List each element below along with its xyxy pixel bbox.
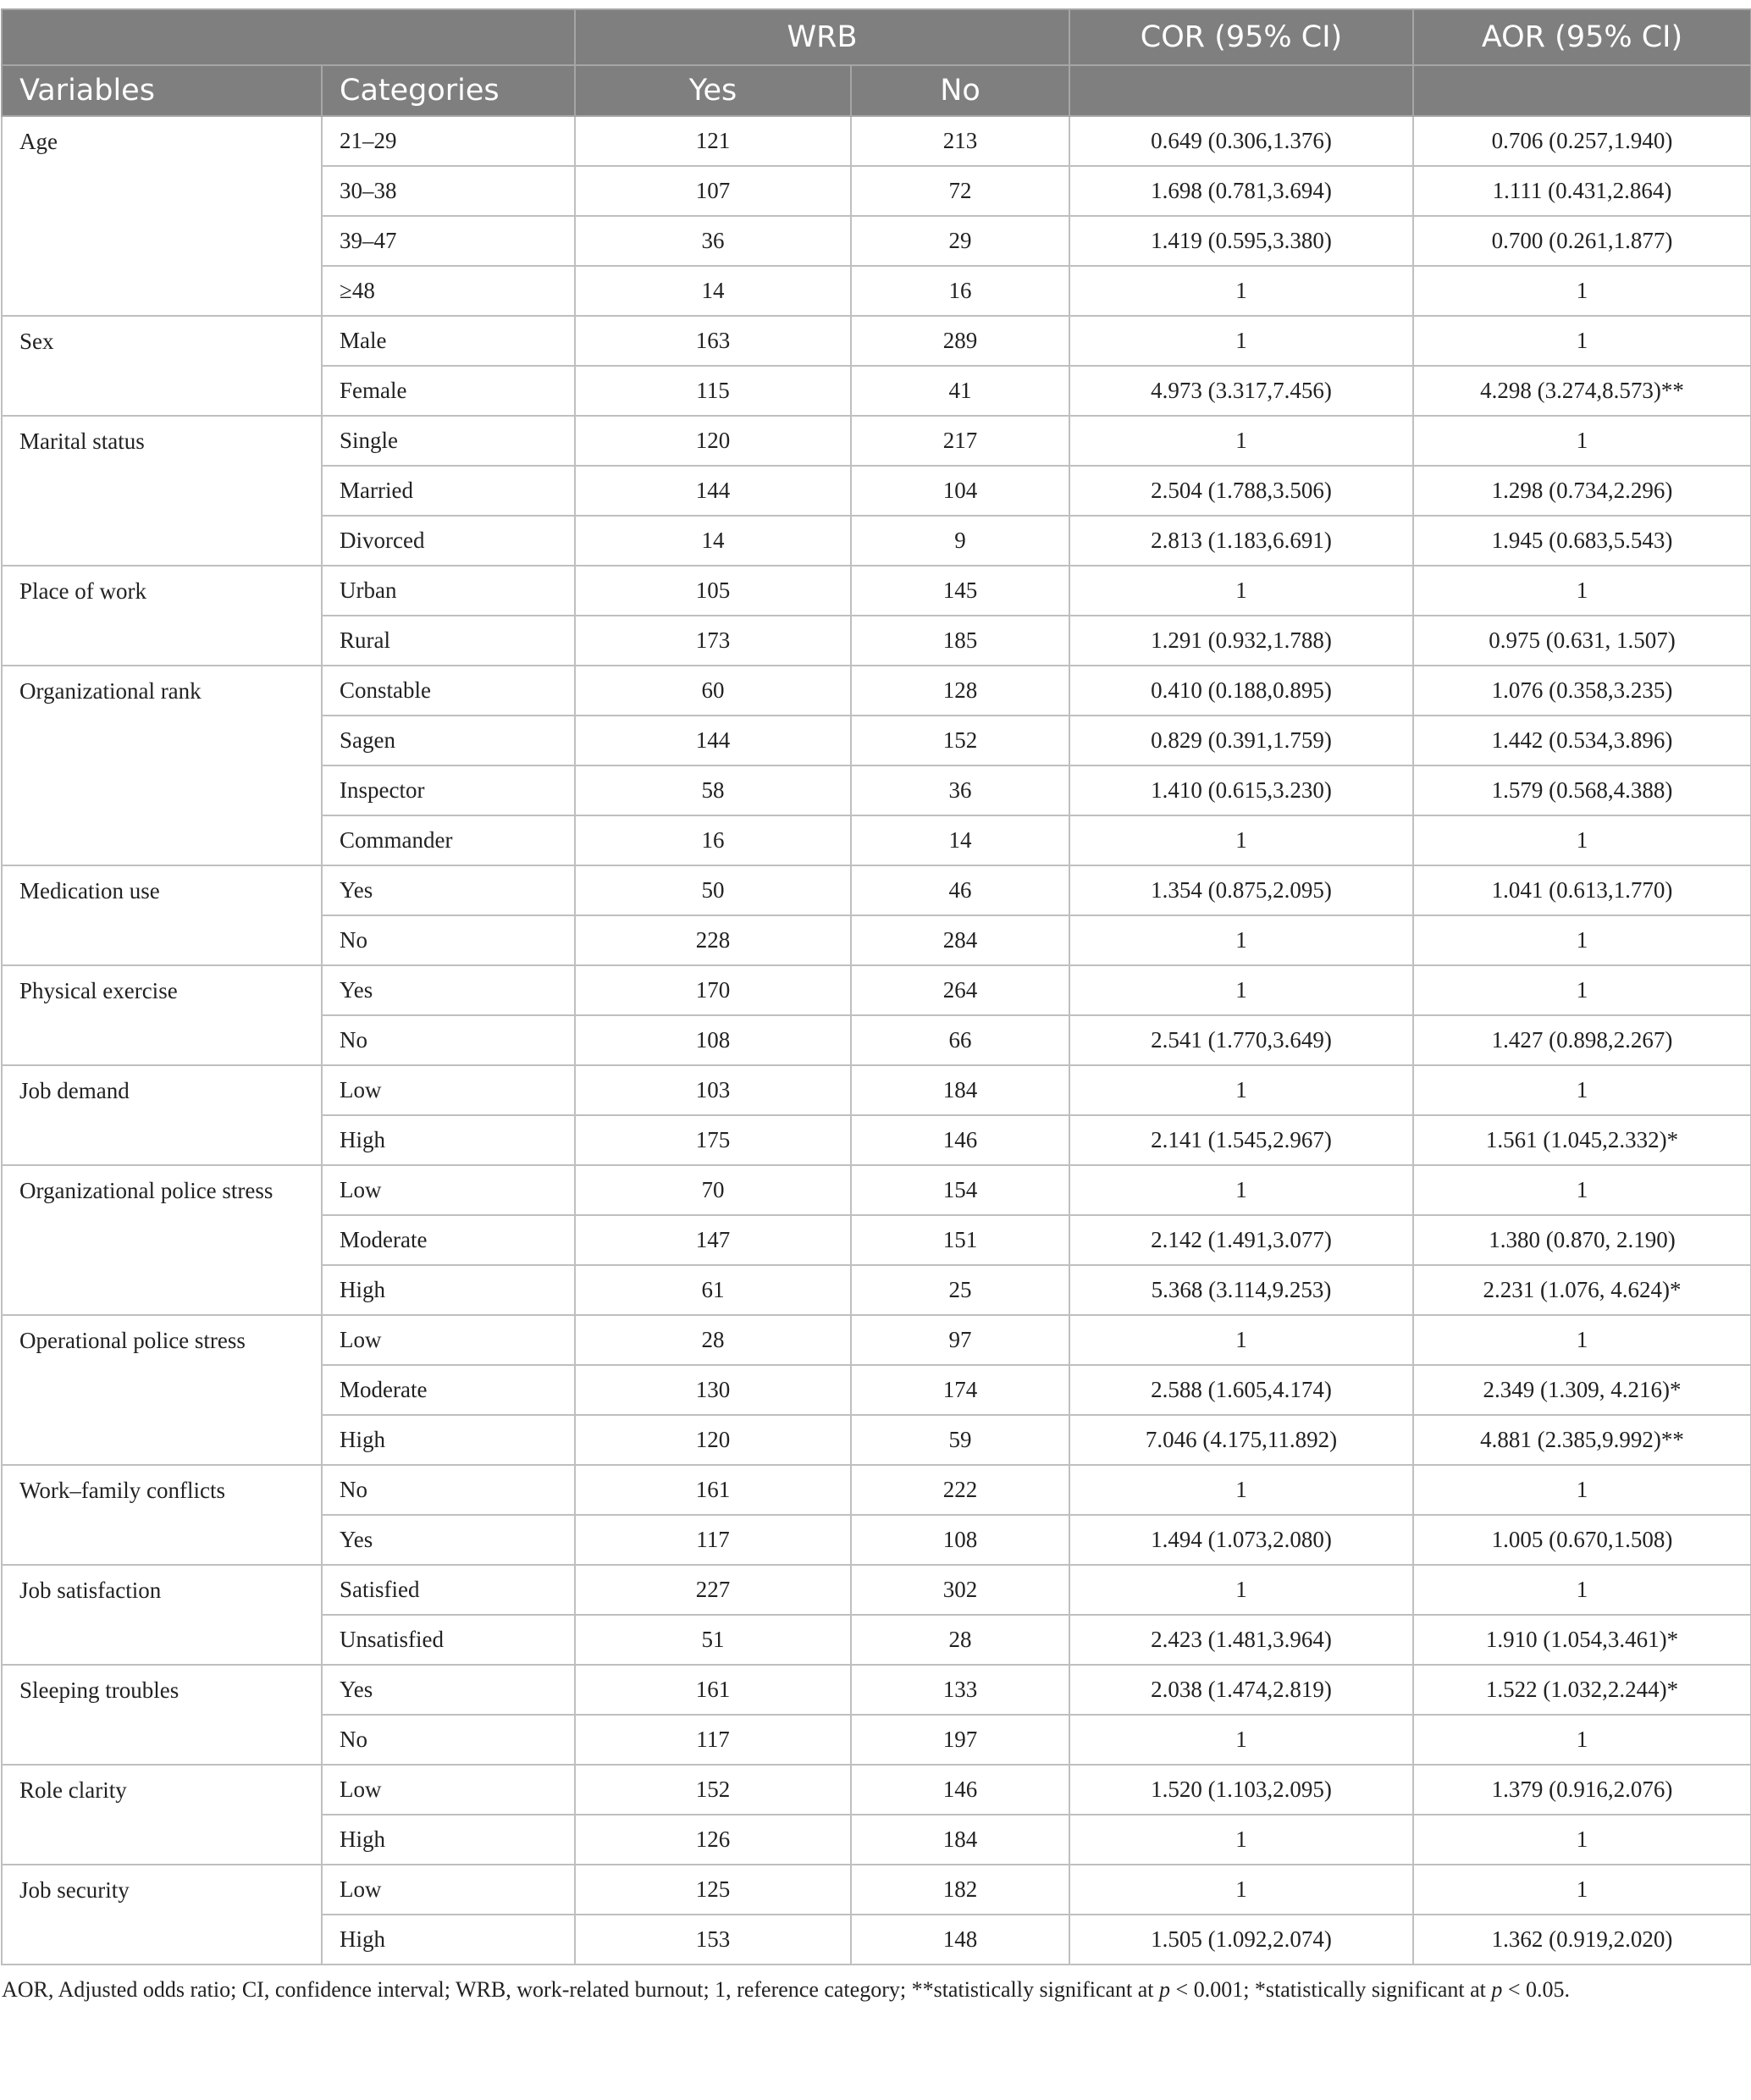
aor-cell: 1.561 (1.045,2.332)* <box>1413 1115 1751 1165</box>
wrb-no-cell: 152 <box>851 716 1069 765</box>
wrb-no-cell: 16 <box>851 266 1069 316</box>
footnote-part2: < 0.001; *statistically significant at <box>1170 1977 1492 2002</box>
aor-cell: 1.041 (0.613,1.770) <box>1413 865 1751 915</box>
cor-cell: 1 <box>1069 815 1413 865</box>
cor-cell: 1 <box>1069 416 1413 466</box>
wrb-no-cell: 128 <box>851 666 1069 716</box>
header-yes: Yes <box>575 65 851 116</box>
wrb-yes-cell: 108 <box>575 1015 851 1065</box>
cor-cell: 2.541 (1.770,3.649) <box>1069 1015 1413 1065</box>
wrb-yes-cell: 120 <box>575 416 851 466</box>
aor-cell: 1.945 (0.683,5.543) <box>1413 516 1751 566</box>
header-no: No <box>851 65 1069 116</box>
wrb-no-cell: 25 <box>851 1265 1069 1315</box>
wrb-no-cell: 29 <box>851 216 1069 266</box>
variable-cell: Organizational police stress <box>2 1165 322 1315</box>
aor-cell: 1.579 (0.568,4.388) <box>1413 765 1751 815</box>
wrb-no-cell: 145 <box>851 566 1069 616</box>
aor-cell: 1.442 (0.534,3.896) <box>1413 716 1751 765</box>
variable-cell: Medication use <box>2 865 322 965</box>
category-cell: Constable <box>322 666 575 716</box>
cor-cell: 1 <box>1069 1065 1413 1115</box>
wrb-no-cell: 302 <box>851 1565 1069 1615</box>
aor-cell: 1.005 (0.670,1.508) <box>1413 1515 1751 1565</box>
wrb-yes-cell: 105 <box>575 566 851 616</box>
cor-cell: 1 <box>1069 266 1413 316</box>
cor-cell: 1 <box>1069 316 1413 366</box>
wrb-no-cell: 264 <box>851 965 1069 1015</box>
wrb-yes-cell: 120 <box>575 1415 851 1465</box>
cor-cell: 1.494 (1.073,2.080) <box>1069 1515 1413 1565</box>
footnote-p1: p <box>1159 1977 1171 2002</box>
wrb-no-cell: 284 <box>851 915 1069 965</box>
wrb-no-cell: 104 <box>851 466 1069 516</box>
aor-cell: 1 <box>1413 1565 1751 1615</box>
category-cell: 21–29 <box>322 116 575 166</box>
category-cell: Yes <box>322 865 575 915</box>
footnote-p2: p <box>1491 1977 1503 2002</box>
category-cell: 39–47 <box>322 216 575 266</box>
header-aor-blank <box>1413 65 1751 116</box>
table-container <box>0 8 1751 2003</box>
cor-cell: 2.141 (1.545,2.967) <box>1069 1115 1413 1165</box>
cor-cell: 1 <box>1069 1565 1413 1615</box>
category-cell: No <box>322 1715 575 1765</box>
wrb-no-cell: 41 <box>851 366 1069 416</box>
table-row <box>2 965 1751 1015</box>
cor-cell: 1 <box>1069 1165 1413 1215</box>
table-row <box>2 1665 1751 1715</box>
header-aor: AOR (95% CI) <box>1413 9 1751 65</box>
wrb-no-cell: 36 <box>851 765 1069 815</box>
cor-cell: 5.368 (3.114,9.253) <box>1069 1265 1413 1315</box>
variable-cell: Age <box>2 116 322 316</box>
category-cell: Low <box>322 1165 575 1215</box>
aor-cell: 1 <box>1413 1465 1751 1515</box>
category-cell: Low <box>322 1065 575 1115</box>
aor-cell: 1.427 (0.898,2.267) <box>1413 1015 1751 1065</box>
aor-cell: 1 <box>1413 316 1751 366</box>
wrb-no-cell: 217 <box>851 416 1069 466</box>
aor-cell: 2.231 (1.076, 4.624)* <box>1413 1265 1751 1315</box>
wrb-yes-cell: 161 <box>575 1665 851 1715</box>
category-cell: 30–38 <box>322 166 575 216</box>
table-row <box>2 1465 1751 1515</box>
wrb-no-cell: 185 <box>851 616 1069 666</box>
wrb-no-cell: 182 <box>851 1865 1069 1915</box>
header-categories: Categories <box>322 65 575 116</box>
results-table <box>1 8 1751 1965</box>
cor-cell: 1 <box>1069 1815 1413 1865</box>
category-cell: Unsatisfied <box>322 1615 575 1665</box>
cor-cell: 1.505 (1.092,2.074) <box>1069 1915 1413 1965</box>
table-row <box>2 1165 1751 1215</box>
wrb-no-cell: 151 <box>851 1215 1069 1265</box>
category-cell: No <box>322 1015 575 1065</box>
aor-cell: 1 <box>1413 1315 1751 1365</box>
cor-cell: 2.423 (1.481,3.964) <box>1069 1615 1413 1665</box>
category-cell: Married <box>322 466 575 516</box>
wrb-no-cell: 213 <box>851 116 1069 166</box>
wrb-yes-cell: 107 <box>575 166 851 216</box>
category-cell: Yes <box>322 1515 575 1565</box>
variable-cell: Marital status <box>2 416 322 566</box>
header-blank <box>2 9 575 65</box>
table-row <box>2 1065 1751 1115</box>
aor-cell: 4.298 (3.274,8.573)** <box>1413 366 1751 416</box>
category-cell: ≥48 <box>322 266 575 316</box>
wrb-no-cell: 146 <box>851 1115 1069 1165</box>
cor-cell: 1.520 (1.103,2.095) <box>1069 1765 1413 1815</box>
wrb-yes-cell: 153 <box>575 1915 851 1965</box>
cor-cell: 1.354 (0.875,2.095) <box>1069 865 1413 915</box>
wrb-yes-cell: 121 <box>575 116 851 166</box>
wrb-no-cell: 133 <box>851 1665 1069 1715</box>
table-footnote <box>2 1977 1751 2003</box>
aor-cell: 1.910 (1.054,3.461)* <box>1413 1615 1751 1665</box>
category-cell: Low <box>322 1765 575 1815</box>
table-row <box>2 865 1751 915</box>
table-row <box>2 416 1751 466</box>
variable-cell: Job satisfaction <box>2 1565 322 1665</box>
wrb-no-cell: 72 <box>851 166 1069 216</box>
wrb-yes-cell: 61 <box>575 1265 851 1315</box>
category-cell: Male <box>322 316 575 366</box>
table-row <box>2 1765 1751 1815</box>
wrb-yes-cell: 227 <box>575 1565 851 1615</box>
cor-cell: 0.649 (0.306,1.376) <box>1069 116 1413 166</box>
category-cell: Satisfied <box>322 1565 575 1615</box>
cor-cell: 0.829 (0.391,1.759) <box>1069 716 1413 765</box>
aor-cell: 0.700 (0.261,1.877) <box>1413 216 1751 266</box>
header-wrb: WRB <box>575 9 1069 65</box>
variable-cell: Sex <box>2 316 322 416</box>
category-cell: Divorced <box>322 516 575 566</box>
header-cor: COR (95% CI) <box>1069 9 1413 65</box>
category-cell: Commander <box>322 815 575 865</box>
aor-cell: 1 <box>1413 566 1751 616</box>
wrb-no-cell: 289 <box>851 316 1069 366</box>
category-cell: High <box>322 1415 575 1465</box>
table-header <box>2 9 1751 116</box>
category-cell: Single <box>322 416 575 466</box>
wrb-yes-cell: 50 <box>575 865 851 915</box>
wrb-no-cell: 14 <box>851 815 1069 865</box>
wrb-yes-cell: 228 <box>575 915 851 965</box>
variable-cell: Organizational rank <box>2 666 322 865</box>
variable-cell: Physical exercise <box>2 965 322 1065</box>
table-row <box>2 566 1751 616</box>
cor-cell: 1.410 (0.615,3.230) <box>1069 765 1413 815</box>
cor-cell: 1 <box>1069 1715 1413 1765</box>
aor-cell: 1 <box>1413 815 1751 865</box>
aor-cell: 1 <box>1413 1165 1751 1215</box>
cor-cell: 1 <box>1069 965 1413 1015</box>
category-cell: Yes <box>322 1665 575 1715</box>
cor-cell: 0.410 (0.188,0.895) <box>1069 666 1413 716</box>
category-cell: Low <box>322 1315 575 1365</box>
table-row <box>2 1865 1751 1915</box>
aor-cell: 1 <box>1413 1065 1751 1115</box>
wrb-no-cell: 66 <box>851 1015 1069 1065</box>
wrb-no-cell: 222 <box>851 1465 1069 1515</box>
variable-cell: Operational police stress <box>2 1315 322 1465</box>
category-cell: High <box>322 1265 575 1315</box>
aor-cell: 1 <box>1413 1865 1751 1915</box>
wrb-no-cell: 59 <box>851 1415 1069 1465</box>
wrb-no-cell: 154 <box>851 1165 1069 1215</box>
wrb-no-cell: 108 <box>851 1515 1069 1565</box>
cor-cell: 1.698 (0.781,3.694) <box>1069 166 1413 216</box>
category-cell: Low <box>322 1865 575 1915</box>
cor-cell: 1 <box>1069 1315 1413 1365</box>
wrb-yes-cell: 126 <box>575 1815 851 1865</box>
wrb-yes-cell: 130 <box>575 1365 851 1415</box>
wrb-yes-cell: 14 <box>575 516 851 566</box>
cor-cell: 7.046 (4.175,11.892) <box>1069 1415 1413 1465</box>
aor-cell: 1.379 (0.916,2.076) <box>1413 1765 1751 1815</box>
category-cell: Inspector <box>322 765 575 815</box>
aor-cell: 1 <box>1413 965 1751 1015</box>
wrb-no-cell: 28 <box>851 1615 1069 1665</box>
wrb-yes-cell: 147 <box>575 1215 851 1265</box>
header-variables: Variables <box>2 65 322 116</box>
aor-cell: 1.298 (0.734,2.296) <box>1413 466 1751 516</box>
wrb-yes-cell: 70 <box>575 1165 851 1215</box>
footnote-part1: AOR, Adjusted odds ratio; CI, confidence interval; WRB, work-related burnout; 1, reference category; **statistically significant at <box>2 1977 1160 2002</box>
aor-cell: 4.881 (2.385,9.992)** <box>1413 1415 1751 1465</box>
wrb-yes-cell: 144 <box>575 716 851 765</box>
table-body <box>2 116 1751 1965</box>
wrb-yes-cell: 117 <box>575 1515 851 1565</box>
wrb-yes-cell: 103 <box>575 1065 851 1115</box>
variable-cell: Place of work <box>2 566 322 666</box>
cor-cell: 2.588 (1.605,4.174) <box>1069 1365 1413 1415</box>
cor-cell: 1 <box>1069 1465 1413 1515</box>
table-row <box>2 316 1751 366</box>
variable-cell: Work–family conflicts <box>2 1465 322 1565</box>
category-cell: Female <box>322 366 575 416</box>
wrb-yes-cell: 115 <box>575 366 851 416</box>
table-row <box>2 116 1751 166</box>
wrb-yes-cell: 117 <box>575 1715 851 1765</box>
wrb-yes-cell: 173 <box>575 616 851 666</box>
wrb-yes-cell: 175 <box>575 1115 851 1165</box>
wrb-yes-cell: 58 <box>575 765 851 815</box>
wrb-yes-cell: 60 <box>575 666 851 716</box>
aor-cell: 1 <box>1413 1715 1751 1765</box>
category-cell: Moderate <box>322 1215 575 1265</box>
wrb-yes-cell: 16 <box>575 815 851 865</box>
variable-cell: Job security <box>2 1865 322 1965</box>
aor-cell: 1.111 (0.431,2.864) <box>1413 166 1751 216</box>
wrb-no-cell: 184 <box>851 1065 1069 1115</box>
aor-cell: 2.349 (1.309, 4.216)* <box>1413 1365 1751 1415</box>
wrb-yes-cell: 28 <box>575 1315 851 1365</box>
cor-cell: 1 <box>1069 915 1413 965</box>
variable-cell: Sleeping troubles <box>2 1665 322 1765</box>
wrb-yes-cell: 152 <box>575 1765 851 1815</box>
wrb-no-cell: 9 <box>851 516 1069 566</box>
cor-cell: 4.973 (3.317,7.456) <box>1069 366 1413 416</box>
wrb-no-cell: 184 <box>851 1815 1069 1865</box>
header-row-2 <box>2 65 1751 116</box>
wrb-yes-cell: 51 <box>575 1615 851 1665</box>
cor-cell: 2.813 (1.183,6.691) <box>1069 516 1413 566</box>
category-cell: Moderate <box>322 1365 575 1415</box>
wrb-yes-cell: 170 <box>575 965 851 1015</box>
aor-cell: 1.522 (1.032,2.244)* <box>1413 1665 1751 1715</box>
cor-cell: 1 <box>1069 566 1413 616</box>
wrb-yes-cell: 161 <box>575 1465 851 1515</box>
aor-cell: 1.362 (0.919,2.020) <box>1413 1915 1751 1965</box>
aor-cell: 1.380 (0.870, 2.190) <box>1413 1215 1751 1265</box>
wrb-no-cell: 174 <box>851 1365 1069 1415</box>
cor-cell: 1.291 (0.932,1.788) <box>1069 616 1413 666</box>
cor-cell: 2.142 (1.491,3.077) <box>1069 1215 1413 1265</box>
wrb-yes-cell: 144 <box>575 466 851 516</box>
aor-cell: 1 <box>1413 416 1751 466</box>
category-cell: Yes <box>322 965 575 1015</box>
wrb-no-cell: 46 <box>851 865 1069 915</box>
category-cell: No <box>322 915 575 965</box>
table-row <box>2 1315 1751 1365</box>
aor-cell: 1 <box>1413 266 1751 316</box>
wrb-yes-cell: 14 <box>575 266 851 316</box>
variable-cell: Role clarity <box>2 1765 322 1865</box>
footnote-part3: < 0.05. <box>1502 1977 1571 2002</box>
cor-cell: 1 <box>1069 1865 1413 1915</box>
wrb-yes-cell: 36 <box>575 216 851 266</box>
wrb-no-cell: 197 <box>851 1715 1069 1765</box>
cor-cell: 2.504 (1.788,3.506) <box>1069 466 1413 516</box>
header-row-1 <box>2 9 1751 65</box>
wrb-yes-cell: 125 <box>575 1865 851 1915</box>
wrb-no-cell: 97 <box>851 1315 1069 1365</box>
category-cell: Urban <box>322 566 575 616</box>
wrb-no-cell: 148 <box>851 1915 1069 1965</box>
category-cell: High <box>322 1815 575 1865</box>
category-cell: High <box>322 1115 575 1165</box>
aor-cell: 0.975 (0.631, 1.507) <box>1413 616 1751 666</box>
cor-cell: 1.419 (0.595,3.380) <box>1069 216 1413 266</box>
category-cell: Rural <box>322 616 575 666</box>
table-row <box>2 1565 1751 1615</box>
aor-cell: 1 <box>1413 915 1751 965</box>
cor-cell: 2.038 (1.474,2.819) <box>1069 1665 1413 1715</box>
category-cell: Sagen <box>322 716 575 765</box>
aor-cell: 0.706 (0.257,1.940) <box>1413 116 1751 166</box>
aor-cell: 1 <box>1413 1815 1751 1865</box>
category-cell: No <box>322 1465 575 1515</box>
category-cell: High <box>322 1915 575 1965</box>
wrb-yes-cell: 163 <box>575 316 851 366</box>
header-cor-blank <box>1069 65 1413 116</box>
aor-cell: 1.076 (0.358,3.235) <box>1413 666 1751 716</box>
table-row <box>2 666 1751 716</box>
wrb-no-cell: 146 <box>851 1765 1069 1815</box>
variable-cell: Job demand <box>2 1065 322 1165</box>
